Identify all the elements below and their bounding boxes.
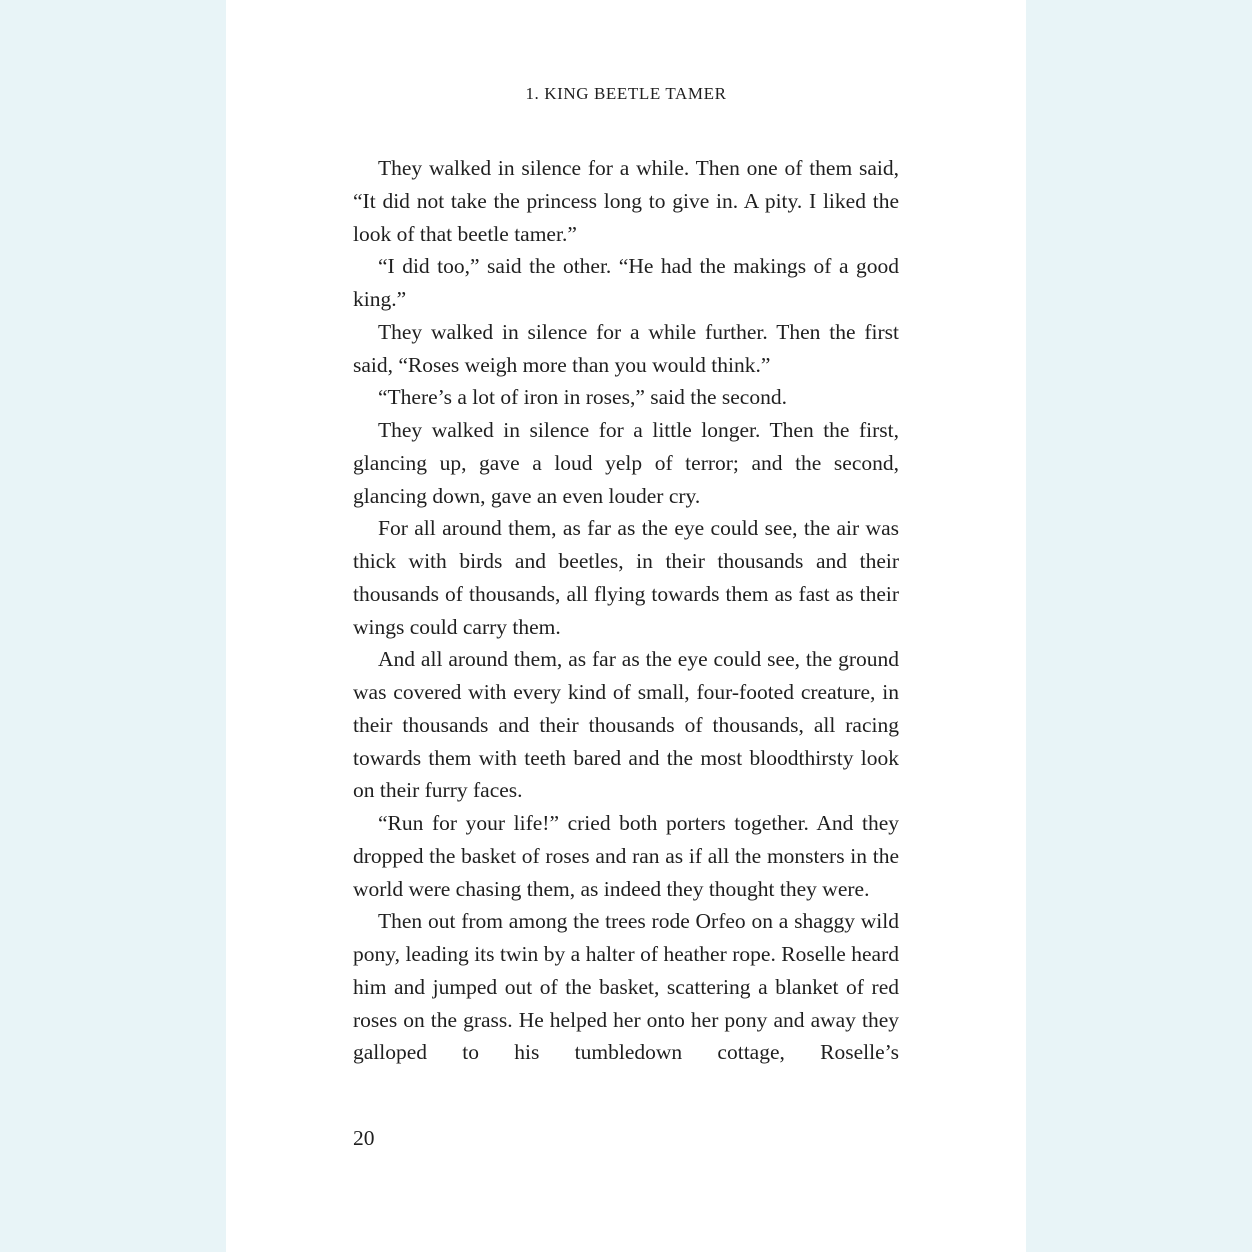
paragraph-last: Then out from among the trees rode Orfeo on a shaggy wild pony, leading its twin by a halter of heather rope. Roselle heard him and jumped out of the basket, scattering a blanket of red roses on the grass. He helped her onto her pony and away they galloped to his tumbledown cottage, Roselle’s	[353, 909, 899, 1065]
running-head: 1. KING BEETLE TAMER	[525, 84, 727, 103]
paragraph: They walked in silence for a while further. Then the first said, “Roses weigh more than you would think.”	[353, 319, 899, 377]
paragraph: They walked in silence for a while. Then one of them said, “It did not take the princess long to give in. A pity. I liked the look of that beetle tamer.”	[353, 156, 899, 246]
paragraph: They walked in silence for a little longer. Then the first, glancing up, gave a loud yelp of terror; and the second, glancing down, gave an even louder cry.	[353, 418, 899, 508]
book-page	[226, 0, 1026, 1252]
paragraph: “There’s a lot of iron in roses,” said the second.	[378, 385, 787, 410]
paragraph: “Run for your life!” cried both porters together. And they dropped the basket of roses and ran as if all the monsters in the world were chasing them, as indeed they thought they were.	[353, 811, 899, 901]
paragraph: For all around them, as far as the eye could see, the air was thick with birds and beetles, in their thousands and their thousands of thousands, all flying towards them as fast as their wings could carry them.	[353, 516, 899, 639]
body-text	[353, 152, 899, 1069]
paragraph: “I did too,” said the other. “He had the makings of a good king.”	[353, 254, 899, 311]
page-number: 20	[353, 1126, 375, 1150]
paragraph: And all around them, as far as the eye could see, the ground was covered with every kind of small, four-footed creature, in their thousands and their thousands of thousands, all racing towards them with teeth bared and the most bloodthirsty look on their furry faces.	[353, 647, 899, 803]
